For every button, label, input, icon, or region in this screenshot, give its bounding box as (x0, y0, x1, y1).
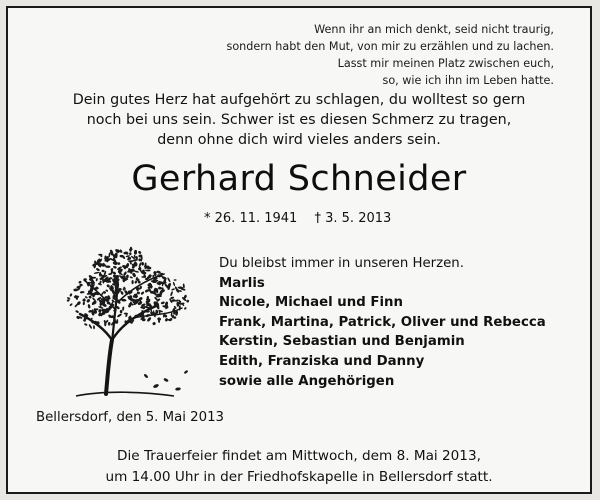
mourner-name: Kerstin, Sebastian und Benjamin (219, 334, 465, 350)
funeral-line: um 14.00 Uhr in der Friedhofskapelle in Bellersdorf statt. (105, 469, 493, 485)
funeral-info (8, 446, 590, 488)
mourner-name: Marlis (219, 275, 265, 291)
mourners-intro: Du bleibst immer in unseren Herzen. (219, 256, 464, 271)
mourner-name: Nicole, Michael und Finn (219, 295, 403, 311)
birth-date: * 26. 11. 1941 (204, 211, 298, 226)
intro-line: noch bei uns sein. Schwer ist es diesen Schmerz zu tragen, (86, 112, 512, 128)
intro-line: Dein gutes Herz hat aufgehört zu schlagen, du wolltest so gern (72, 92, 526, 108)
quote-line: Lasst mir meinen Platz zwischen euch, (337, 57, 554, 70)
mourner-name: Edith, Franziska und Danny (219, 353, 425, 369)
mourner-name: sowie alle Angehörigen (219, 373, 395, 389)
mourners-list (219, 254, 546, 391)
intro-line: denn ohne dich wird vieles anders sein. (157, 132, 441, 148)
obituary-notice (6, 6, 592, 494)
mourner-name: Frank, Martina, Patrick, Oliver und Rebecca (219, 314, 546, 330)
life-dates (204, 211, 404, 226)
memorial-quote (194, 21, 554, 89)
deceased-name: Gerhard Schneider (131, 159, 467, 199)
tree-icon (46, 244, 206, 399)
place-date: Bellersdorf, den 5. Mai 2013 (36, 410, 225, 425)
quote-line: sondern habt den Mut, von mir zu erzählen und zu lachen. (226, 40, 554, 53)
death-date: † 3. 5. 2013 (314, 211, 392, 226)
quote-line: Wenn ihr an mich denkt, seid nicht traurig, (314, 23, 554, 36)
funeral-line: Die Trauerfeier findet am Mittwoch, dem 8. Mai 2013, (117, 448, 481, 464)
intro-verse (8, 90, 590, 150)
quote-line: so, wie ich ihn im Leben hatte. (382, 74, 554, 87)
